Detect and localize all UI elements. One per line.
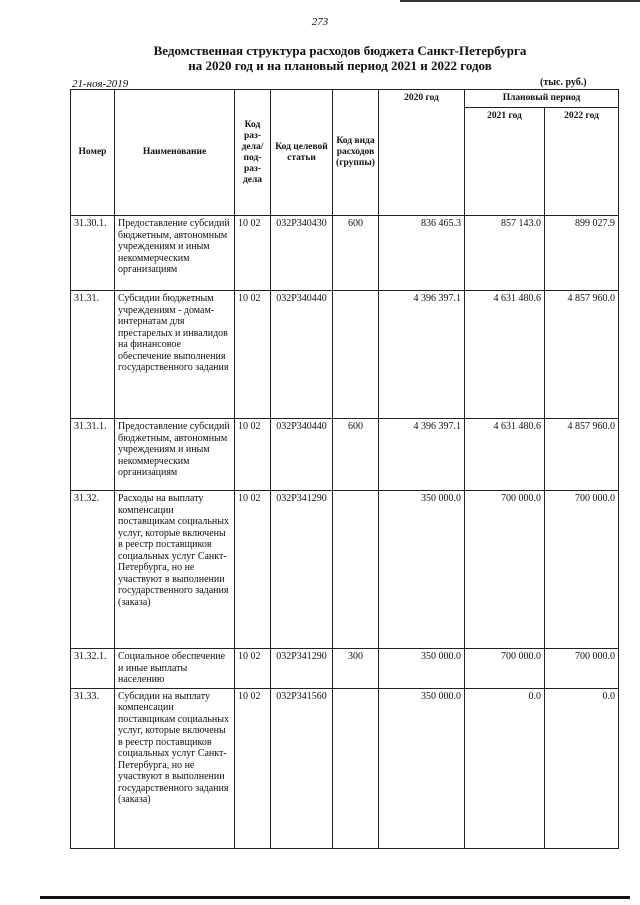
row-2022: 899 027.9: [545, 216, 619, 291]
header-planned-period: Плановый период: [465, 90, 619, 108]
row-number: 31.31.1.: [71, 419, 115, 491]
row-kind: 600: [333, 216, 379, 291]
row-name: Субсидии на выплату компенсации поставщикам социальных услуг, которые включены в реестр поставщиков социальных услуг Санкт-Петербурга, но не участвуют в выполнении государственного задания (заказа): [115, 688, 235, 848]
table-row: [71, 291, 619, 419]
row-target: 032Р340440: [271, 291, 333, 419]
row-2020: 350 000.0: [379, 688, 465, 848]
row-number: 31.32.1.: [71, 649, 115, 689]
row-number: 31.30.1.: [71, 216, 115, 291]
header-target: Код целевой статьи: [271, 90, 333, 216]
row-kind: 600: [333, 419, 379, 491]
row-number: 31.31.: [71, 291, 115, 419]
header-2020: 2020 год: [379, 90, 465, 216]
document-date: 21-ноя-2019: [72, 78, 129, 90]
row-section: 10 02: [235, 216, 271, 291]
row-2022: 700 000.0: [545, 491, 619, 649]
row-2022: 700 000.0: [545, 649, 619, 689]
table-row: [71, 491, 619, 649]
row-name: Субсидии бюджетным учреждениям - домам-интернатам для престарелых и инвалидов на финансовое обеспечение выполнения государственного задания: [115, 291, 235, 419]
document-title: [60, 43, 620, 73]
row-kind: [333, 291, 379, 419]
title-line-2: на 2020 год и на плановый период 2021 и 2022 годов: [188, 58, 492, 73]
table-row: [71, 216, 619, 291]
row-section: 10 02: [235, 291, 271, 419]
row-name: Расходы на выплату компенсации поставщикам социальных услуг, которые включены в реестр поставщиков социальных услуг Санкт-Петербурга, но не участвуют в выполнении государственного задания (заказа): [115, 491, 235, 649]
header-2021: 2021 год: [465, 108, 545, 216]
top-border-line: [400, 0, 640, 2]
row-2021: 0.0: [465, 688, 545, 848]
row-number: 31.32.: [71, 491, 115, 649]
row-name: Предоставление субсидий бюджетным, автономным учреждениям и иным некоммерческим организациям: [115, 419, 235, 491]
row-target: 032Р340430: [271, 216, 333, 291]
row-2021: 857 143.0: [465, 216, 545, 291]
row-2021: 700 000.0: [465, 649, 545, 689]
page-number: 273: [311, 16, 329, 28]
row-kind: 300: [333, 649, 379, 689]
units-label: (тыс. руб.): [540, 77, 587, 88]
row-2022: 4 857 960.0: [545, 419, 619, 491]
row-number: 31.33.: [71, 688, 115, 848]
row-target: 032Р341290: [271, 491, 333, 649]
header-number: Номер: [71, 90, 115, 216]
row-2021: 4 631 480.6: [465, 291, 545, 419]
bottom-border-line: [40, 896, 630, 899]
table-row: [71, 419, 619, 491]
budget-table: [70, 89, 619, 849]
table-row: [71, 649, 619, 689]
row-2022: 4 857 960.0: [545, 291, 619, 419]
row-section: 10 02: [235, 688, 271, 848]
header-2022: 2022 год: [545, 108, 619, 216]
title-line-1: Ведомственная структура расходов бюджета Санкт-Петербурга: [153, 43, 527, 58]
row-section: 10 02: [235, 649, 271, 689]
row-target: 032Р341290: [271, 649, 333, 689]
row-section: 10 02: [235, 491, 271, 649]
row-2020: 4 396 397.1: [379, 419, 465, 491]
header-kind: Код вида расходов (группы): [333, 90, 379, 216]
row-2020: 350 000.0: [379, 491, 465, 649]
row-target: 032Р340440: [271, 419, 333, 491]
row-section: 10 02: [235, 419, 271, 491]
row-kind: [333, 491, 379, 649]
header-section: Код раз- дела/ под- раз- дела: [235, 90, 271, 216]
row-2020: 4 396 397.1: [379, 291, 465, 419]
header-name: Наименование: [115, 90, 235, 216]
row-target: 032Р341560: [271, 688, 333, 848]
row-name: Предоставление субсидий бюджетным, автономным учреждениям и иным некоммерческим организациям: [115, 216, 235, 291]
row-name: Социальное обеспечение и иные выплаты населению: [115, 649, 235, 689]
row-2021: 4 631 480.6: [465, 419, 545, 491]
row-2020: 350 000.0: [379, 649, 465, 689]
row-2022: 0.0: [545, 688, 619, 848]
row-2021: 700 000.0: [465, 491, 545, 649]
row-2020: 836 465.3: [379, 216, 465, 291]
table-row: [71, 688, 619, 848]
row-kind: [333, 688, 379, 848]
